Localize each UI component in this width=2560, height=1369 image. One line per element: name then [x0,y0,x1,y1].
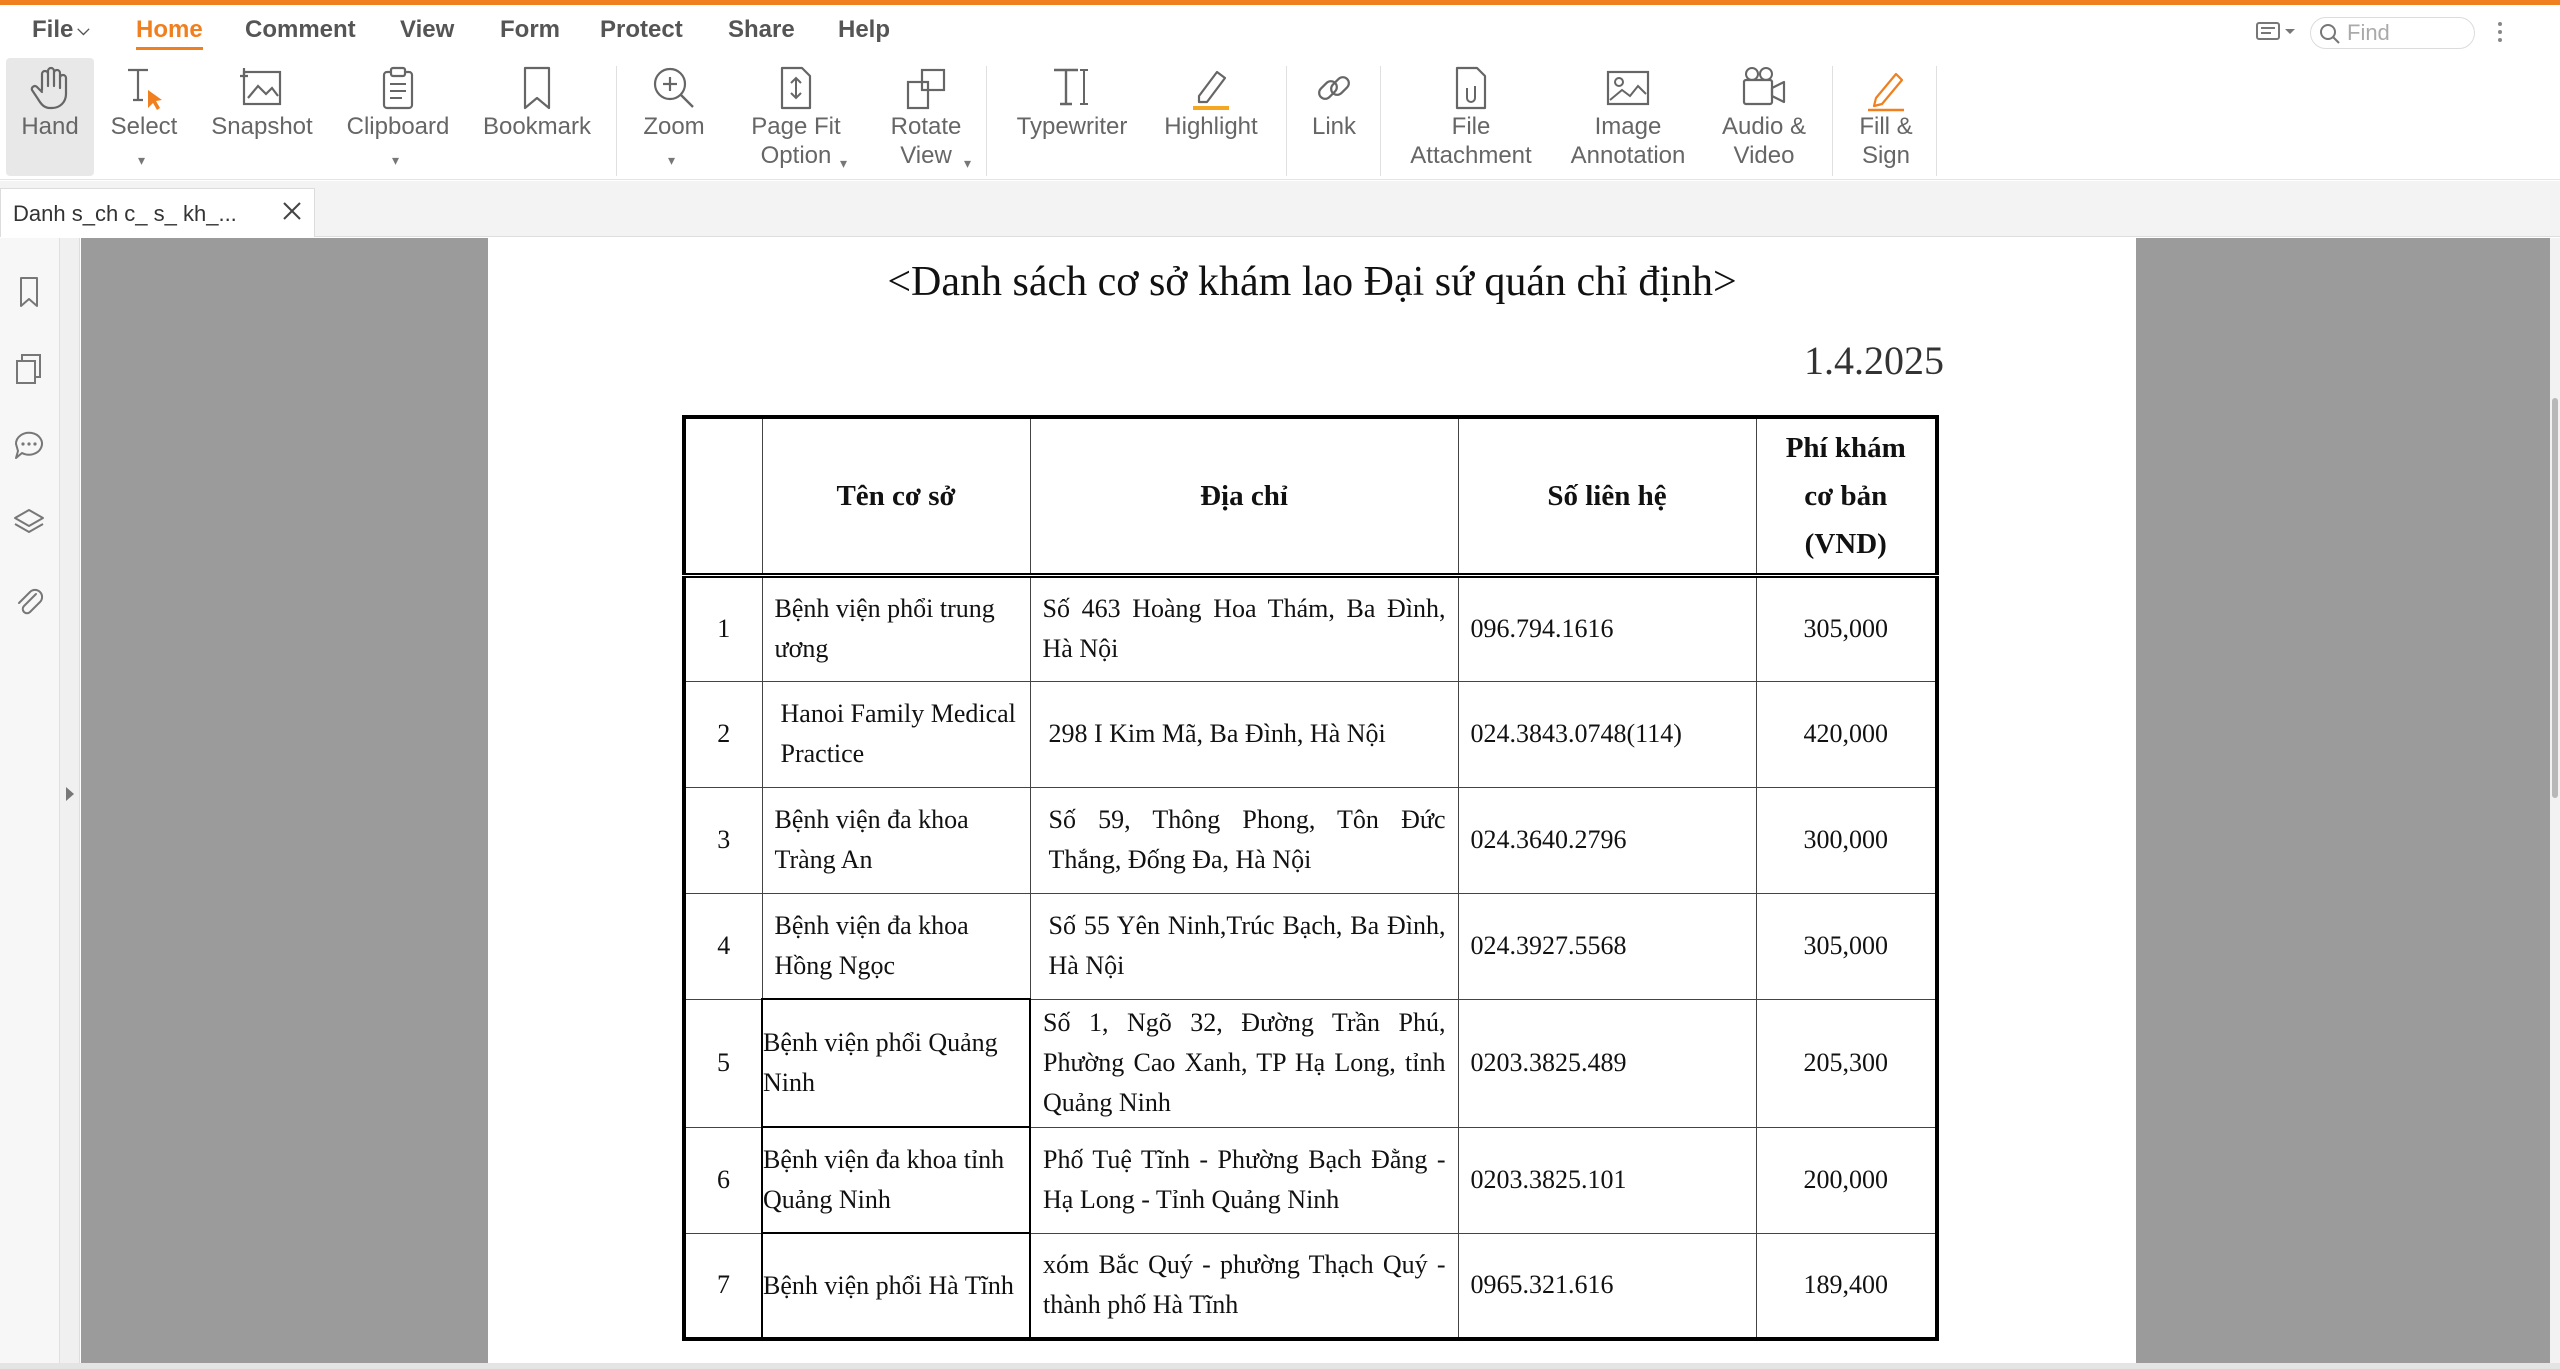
fill-sign-icon [1862,64,1910,112]
typewriter-label: Typewriter [1016,113,1128,140]
bookmark-label: Bookmark [482,113,592,140]
document-date: 1.4.2025 [1804,338,1944,383]
rotate-view-button[interactable] [868,58,984,176]
ribbon-separator [1832,66,1833,176]
pages-panel-icon[interactable] [12,352,46,386]
facility-address: Số 463 Hoàng Hoa Thám, Ba Đình, Hà Nội [1030,575,1458,681]
facility-name: Bệnh viện phổi Quảng Ninh [762,999,1030,1127]
table-row [684,893,1937,999]
zoom-tool-button[interactable] [628,58,720,176]
zoom-label: Zoom [643,113,705,140]
table-row [684,681,1937,787]
header-address: Địa chỉ [1030,417,1458,575]
hand-icon [26,64,74,112]
row-number: 3 [684,787,762,893]
header-fee [1756,417,1937,575]
rotate-view-icon [902,64,950,112]
header-name: Tên cơ sở [762,417,1030,575]
menu-protect[interactable]: Protect [600,16,683,43]
facility-phone: 096.794.1616 [1458,575,1756,681]
ribbon-separator [1286,66,1287,176]
link-icon [1310,64,1358,112]
row-number: 4 [684,893,762,999]
facility-phone: 024.3843.0748(114) [1458,681,1756,787]
facility-fee: 205,300 [1756,999,1937,1127]
facility-fee: 305,000 [1756,575,1937,681]
facility-phone: 024.3927.5568 [1458,893,1756,999]
file-attachment-icon [1447,64,1495,112]
audio-video-label-line1: Audio & [1721,113,1807,140]
select-label: Select [110,113,178,140]
image-annotation-button[interactable] [1558,58,1698,176]
file-attachment-button[interactable] [1396,58,1546,176]
highlight-icon [1187,64,1235,112]
menu-file-label: File [32,16,74,43]
facility-name: Bệnh viện đa khoa Hồng Ngọc [762,893,1030,999]
facility-address: Phố Tuệ Tĩnh - Phường Bạch Đằng - Hạ Long - Tỉnh Quảng Ninh [1030,1127,1458,1233]
row-number: 6 [684,1127,762,1233]
select-dropdown-icon: ▾ [138,152,146,168]
layers-panel-icon[interactable] [12,506,46,540]
page-fit-label-line1: Page Fit [751,113,841,140]
search-icon [2319,23,2341,45]
zoom-dropdown-icon: ▾ [668,152,676,168]
document-tab-label: Danh s_ch c_ s_ kh_... [13,201,237,226]
facility-phone: 0965.321.616 [1458,1233,1756,1339]
image-annotation-icon [1604,64,1652,112]
menu-bar [0,5,2560,52]
rotate-label-line2: View [900,142,952,169]
menu-home[interactable]: Home [136,13,203,47]
document-viewport[interactable] [81,238,2550,1369]
link-label: Link [1311,113,1357,140]
rotate-label-line1: Rotate [890,113,962,140]
snapshot-tool-button[interactable] [200,58,324,176]
row-number: 2 [684,681,762,787]
image-annotation-label-line2: Annotation [1570,142,1686,169]
table-row [684,1127,1937,1233]
link-tool-button[interactable] [1298,58,1370,176]
scrollbar-thumb[interactable] [2552,398,2558,798]
file-attachment-label-line2: Attachment [1410,142,1532,169]
comments-panel-icon[interactable] [12,428,46,462]
rotate-dropdown-icon: ▾ [964,155,972,171]
close-icon[interactable] [278,197,306,225]
typewriter-icon [1048,64,1096,112]
ribbon-separator [616,66,617,176]
clinic-table [682,415,1939,1341]
highlight-tool-button[interactable] [1152,58,1270,176]
highlight-label: Highlight [1164,113,1258,140]
page-fit-label-line2: Option [760,142,832,169]
header-fee-line: cơ bản [1804,479,1888,512]
find-input[interactable] [2347,20,2467,46]
pdf-page [488,238,2136,1363]
chevron-right-icon [63,783,77,805]
audio-video-label-line2: Video [1733,142,1795,169]
file-attachment-label-line1: File [1451,113,1491,140]
table-row [684,575,1937,681]
clipboard-label: Clipboard [346,113,450,140]
bottom-border [0,1363,2560,1369]
facility-fee: 200,000 [1756,1127,1937,1233]
header-phone: Số liên hệ [1458,417,1756,575]
facility-fee: 300,000 [1756,787,1937,893]
facility-address: Số 55 Yên Ninh,Trúc Bạch, Ba Đình, Hà Nội [1030,893,1458,999]
audio-video-icon [1740,64,1788,112]
table-row [684,787,1937,893]
ribbon-separator [1380,66,1381,176]
ribbon-separator [1936,66,1937,176]
facility-name: Bệnh viện đa khoa Tràng An [762,787,1030,893]
clipboard-tool-button[interactable] [336,58,460,176]
select-tool-button[interactable] [98,58,190,176]
page-fit-icon [772,64,820,112]
fill-sign-label-line1: Fill & [1859,113,1913,140]
snapshot-icon [238,64,286,112]
vertical-scrollbar[interactable] [2550,238,2560,1369]
facility-phone: 0203.3825.101 [1458,1127,1756,1233]
menu-file[interactable] [32,13,89,47]
facility-address: Số 1, Ngõ 32, Đường Trần Phú, Phường Cao Xanh, TP Hạ Long, tỉnh Quảng Ninh [1030,999,1458,1127]
facility-fee: 305,000 [1756,893,1937,999]
facility-name: Hanoi Family Medical Practice [762,681,1030,787]
facility-address: Số 59, Thông Phong, Tôn Đức Thắng, Đống Đa, Hà Nội [1030,787,1458,893]
text-select-icon [120,64,168,112]
left-navigation-panel [0,238,60,1369]
header-fee-line: (VND) [1804,527,1887,560]
header-index [684,417,762,575]
ribbon-toolbar [0,52,2560,180]
document-title: <Danh sách cơ sở khám lao Đại sứ quán chỉ định> [887,259,1737,305]
image-annotation-label-line1: Image [1594,113,1662,140]
facility-address: xóm Bắc Quý - phường Thạch Quý - thành phố Hà Tĩnh [1030,1233,1458,1339]
clipboard-dropdown-icon: ▾ [392,152,400,168]
menu-form[interactable]: Form [500,16,560,43]
facility-fee: 189,400 [1756,1233,1937,1339]
page-fit-option-button[interactable] [732,58,860,176]
fill-sign-label-line2: Sign [1861,142,1911,169]
more-vertical-icon[interactable] [2490,17,2510,47]
header-fee-line: Phí khám [1785,431,1906,464]
row-number: 5 [684,999,762,1127]
facility-phone: 024.3640.2796 [1458,787,1756,893]
hand-label: Hand [21,113,79,140]
menu-help[interactable]: Help [838,16,891,43]
search-options-icon[interactable] [2255,17,2303,47]
side-panel-toggle[interactable] [60,238,80,1369]
table-header-row [684,417,1937,575]
table-row [684,999,1937,1127]
hand-tool-button[interactable] [6,58,94,176]
facility-phone: 0203.3825.489 [1458,999,1756,1127]
document-tab-bar [0,181,2560,237]
facility-name: Bệnh viện phổi trung ương [762,575,1030,681]
page-fit-dropdown-icon: ▾ [840,155,848,171]
facility-address: 298 I Kim Mã, Ba Đình, Hà Nội [1030,681,1458,787]
menu-comment[interactable]: Comment [245,16,356,43]
bookmark-tool-button[interactable] [470,58,604,176]
bookmark-icon [513,64,561,112]
facility-name: Bệnh viện đa khoa tỉnh Quảng Ninh [762,1127,1030,1233]
typewriter-tool-button[interactable] [1002,58,1142,176]
attachments-panel-icon[interactable] [12,584,46,618]
chevron-down-icon: ⌵ [77,21,90,39]
row-number: 1 [684,575,762,681]
table-row [684,1233,1937,1339]
facility-fee: 420,000 [1756,681,1937,787]
zoom-icon [650,64,698,112]
menu-view[interactable]: View [400,16,455,43]
clinic-table-wrapper [682,415,1939,1341]
find-box[interactable] [2310,17,2475,49]
fill-sign-button[interactable] [1846,58,1926,176]
ribbon-separator [986,66,987,176]
bookmarks-panel-icon[interactable] [12,275,46,309]
menu-share[interactable]: Share [728,16,795,43]
snapshot-label: Snapshot [211,113,313,140]
facility-name: Bệnh viện phổi Hà Tĩnh [762,1233,1030,1339]
document-tab[interactable] [0,188,315,237]
row-number: 7 [684,1233,762,1339]
audio-video-button[interactable] [1708,58,1820,176]
clipboard-icon [374,64,422,112]
